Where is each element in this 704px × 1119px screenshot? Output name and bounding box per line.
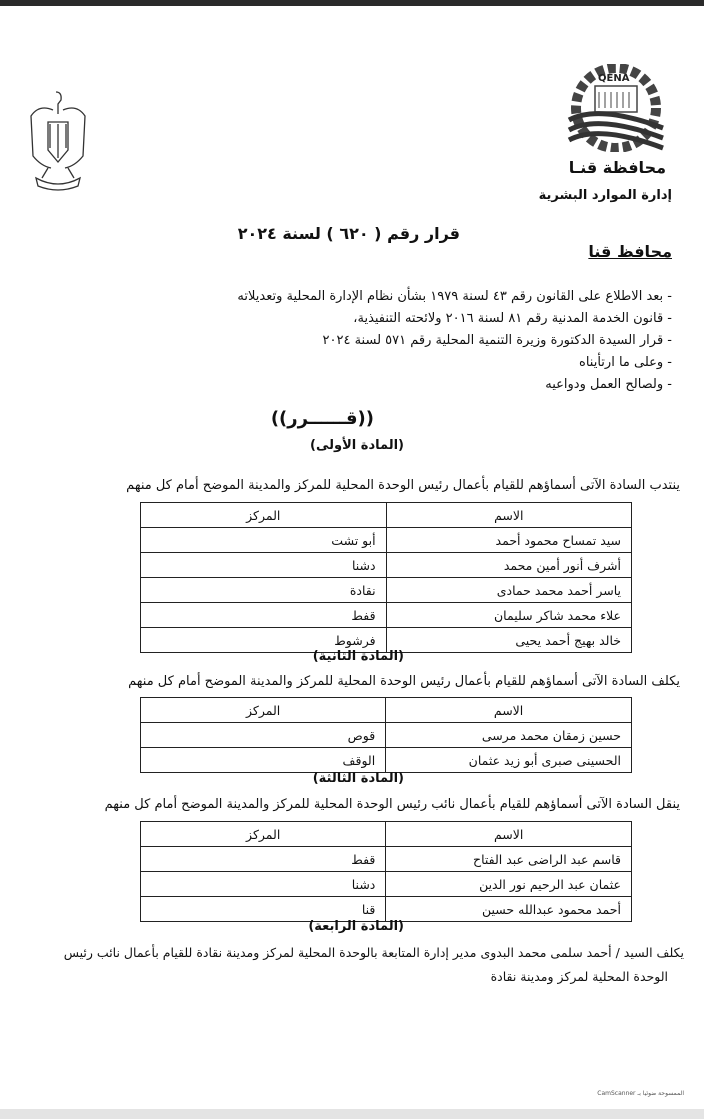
table-row: [141, 897, 632, 922]
article-3-table: [140, 821, 632, 922]
header-center: المركز: [141, 698, 386, 723]
article-2-table: [140, 697, 632, 773]
bottom-bar: [0, 1109, 704, 1119]
preamble-line: - قرار السيدة الدكتورة وزيرة التنمية المحلية رقم ٥٧١ لسنة ٢٠٢٤: [322, 333, 672, 348]
preamble-line: - قانون الخدمة المدنية رقم ٨١ لسنة ٢٠١٦ ولائحته التنفيذية،: [353, 311, 672, 326]
cell-center: دشنا: [141, 872, 386, 897]
cell-center: دشنا: [141, 553, 387, 578]
cell-name: الحسينى صبرى أبو زيد عثمان: [386, 748, 632, 773]
table-row: [141, 847, 632, 872]
cell-name: قاسم عبد الراضى عبد الفتاح: [386, 847, 632, 872]
article-2-title: (المادة الثانية): [312, 649, 404, 664]
article-2-text: يكلف السادة الآتى أسماؤهم للقيام بأعمال رئيس الوحدة المحلية للمركز والمدينة الموضح أمام كل منهم: [128, 674, 680, 689]
article-4-title: (المادة الرابعة): [308, 919, 404, 934]
header-center: المركز: [141, 822, 386, 847]
preamble-line: - بعد الاطلاع على القانون رقم ٤٣ لسنة ١٩٧٩ بشأن نظام الإدارة المحلية وتعديلاته: [237, 289, 672, 304]
table-row: [141, 872, 632, 897]
cell-center: نقادة: [141, 578, 387, 603]
cell-name: عثمان عبد الرحيم نور الدين: [386, 872, 632, 897]
camscanner-watermark: الممسوحة ضوئيا بـ CamScanner: [597, 1090, 684, 1097]
top-bar: [0, 0, 704, 6]
table-row: [141, 748, 632, 773]
cell-name: خالد بهيج أحمد يحيى: [386, 628, 631, 653]
table-header-row: [141, 698, 632, 723]
table-row: [141, 603, 632, 628]
cell-center: قنا: [141, 897, 386, 922]
preamble-line: - وعلى ما ارتأيناه: [579, 355, 672, 370]
cell-center: قفط: [141, 847, 386, 872]
header-name: الاسم: [386, 698, 632, 723]
table-header-row: [141, 822, 632, 847]
article-4-text-line2: الوحدة المحلية لمركز ومدينة نقادة: [490, 969, 668, 984]
table-row: [141, 553, 632, 578]
governorate-name: محافظة قنـا: [568, 158, 666, 177]
cell-name: أشرف أنور أمين محمد: [386, 553, 631, 578]
header-name: الاسم: [386, 503, 631, 528]
cell-name: حسين زمقان محمد مرسى: [386, 723, 632, 748]
article-4-text-line1: يكلف السيد / أحمد سلمى محمد البدوى مدير إدارة المتابعة بالوحدة المحلية لمركز ومدينة نقادة للقيام بأعمال نائب رئيس: [63, 945, 684, 960]
decided-heading: ((قــــــرر)): [270, 408, 374, 429]
preamble-line: - ولصالح العمل ودواعيه: [545, 377, 672, 392]
decree-title: قرار رقم ( ٦٢٠ ) لسنة ٢٠٢٤: [237, 224, 460, 243]
egypt-eagle-emblem: [28, 88, 88, 193]
cell-name: أحمد محمود عبدالله حسين: [386, 897, 632, 922]
table-row: [141, 528, 632, 553]
department-name: إدارة الموارد البشرية: [538, 188, 672, 203]
cell-center: قفط: [141, 603, 387, 628]
table-row: [141, 578, 632, 603]
table-header-row: [141, 503, 632, 528]
cell-name: علاء محمد شاكر سليمان: [386, 603, 631, 628]
cell-center: أبو تشت: [141, 528, 387, 553]
article-1-text: ينتدب السادة الآتى أسماؤهم للقيام بأعمال رئيس الوحدة المحلية للمركز والمدينة الموضح أمام كل منهم: [126, 478, 680, 493]
logo-text: QENA: [598, 73, 630, 84]
cell-center: فرشوط: [141, 628, 387, 653]
cell-name: ياسر أحمد محمد حمادى: [386, 578, 631, 603]
cell-name: سيد تمساح محمود أحمد: [386, 528, 631, 553]
cell-center: قوص: [141, 723, 386, 748]
article-1-title: (المادة الأولى): [310, 438, 404, 453]
issuer: محافظ قنا: [588, 242, 672, 261]
article-1-table: [140, 502, 632, 653]
article-3-text: ينقل السادة الآتى أسماؤهم للقيام بأعمال نائب رئيس الوحدة المحلية للمركز والمدينة الموضح أمام كل منهم: [104, 797, 680, 812]
cell-center: الوقف: [141, 748, 386, 773]
article-3-title: (المادة الثالثة): [312, 771, 404, 786]
header-center: المركز: [141, 503, 387, 528]
table-row: [141, 723, 632, 748]
header-name: الاسم: [386, 822, 632, 847]
